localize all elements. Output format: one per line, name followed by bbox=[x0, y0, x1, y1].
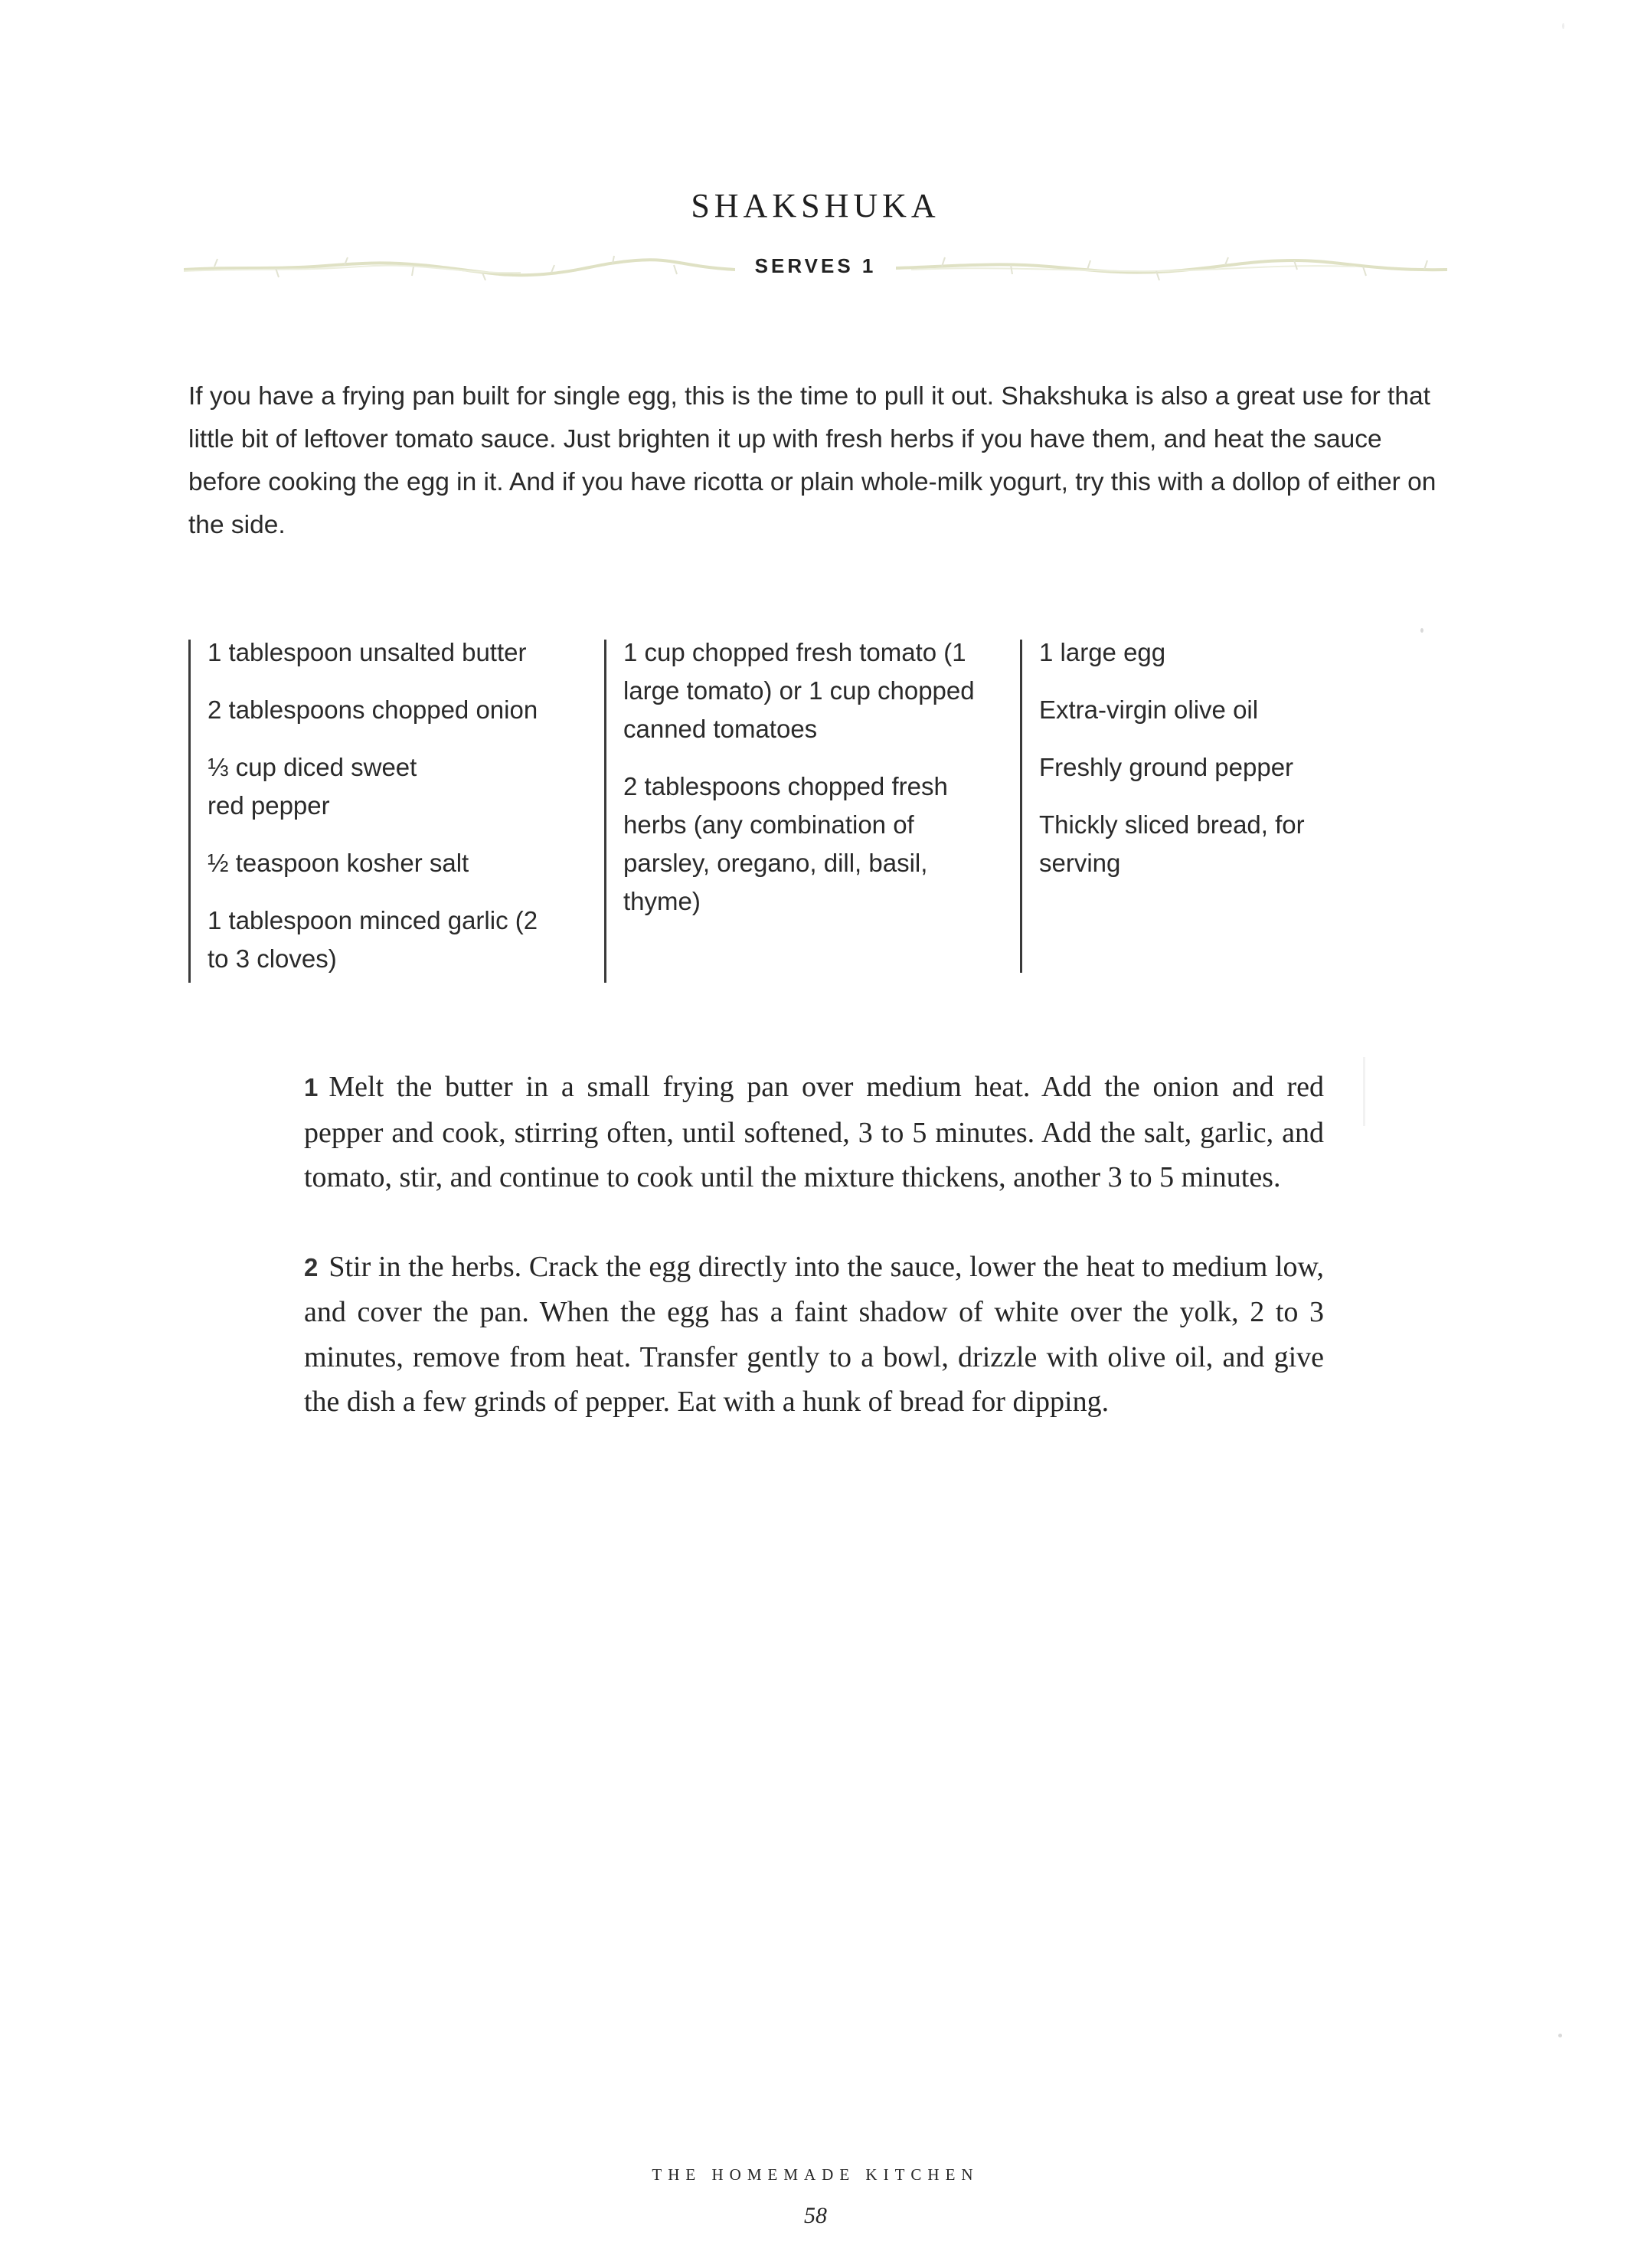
scan-speck bbox=[1363, 1057, 1365, 1126]
ingredient-item: 1 tablespoon minced garlic (2 to 3 cloves) bbox=[208, 906, 538, 973]
vine-ornament-right-icon bbox=[896, 244, 1447, 290]
step-number: 2 bbox=[304, 1252, 319, 1281]
ingredient-list bbox=[208, 633, 590, 978]
scan-speck bbox=[1420, 628, 1423, 633]
ingredient-item: 2 tablespoons chopped onion bbox=[208, 695, 538, 724]
ingredient-item: ½ teaspoon kosher salt bbox=[208, 849, 469, 877]
method-step bbox=[304, 1065, 1324, 1200]
ingredient-column-1 bbox=[188, 640, 590, 983]
ingredient-list bbox=[1039, 633, 1418, 882]
ingredient-item: 2 tablespoons chopped fresh herbs (any combination of parsley, oregano, dill, basil, thyme) bbox=[623, 772, 948, 915]
ingredient-item: 1 cup chopped fresh tomato (1 large tomato) or 1 cup chopped canned tomatoes bbox=[623, 638, 975, 743]
running-footer: THE HOMEMADE KITCHEN bbox=[652, 2165, 979, 2184]
ingredient-item: Freshly ground pepper bbox=[1039, 753, 1294, 781]
ingredients-section bbox=[188, 640, 1444, 984]
serves-label: SERVES 1 bbox=[754, 254, 877, 277]
recipe-title: SHAKSHUKA bbox=[691, 187, 940, 224]
step-number: 1 bbox=[304, 1073, 319, 1101]
ingredient-item: ⅓ cup diced sweet red pepper bbox=[208, 753, 417, 820]
method-step bbox=[304, 1245, 1324, 1425]
ingredient-column-3 bbox=[1020, 640, 1418, 973]
ingredient-column-2 bbox=[604, 640, 1006, 983]
scan-speck bbox=[1562, 23, 1564, 29]
ingredient-item: Thickly sliced bread, for serving bbox=[1039, 810, 1305, 877]
page-number: 58 bbox=[804, 2203, 827, 2228]
ingredient-item: 1 large egg bbox=[1039, 638, 1166, 666]
ingredient-item: Extra-virgin olive oil bbox=[1039, 695, 1259, 724]
method-section bbox=[304, 1065, 1324, 1469]
scan-speck bbox=[1558, 2034, 1562, 2037]
step-text: Melt the butter in a small frying pan over medium heat. Add the onion and red pepper and cook, stirring often, until softened, 3 to 5 minutes. Add the salt, garlic, and tomato, stir, and continue to cook until the mixture thickens, another 3 to 5 minutes. bbox=[304, 1071, 1324, 1193]
serves-divider bbox=[184, 244, 1447, 290]
step-text: Stir in the herbs. Crack the egg directly into the sauce, lower the heat to medium low, and cover the pan. When the egg has a faint shadow of white over the yolk, 2 to 3 minutes, remove from heat. Transfer gently to a bowl, drizzle with olive oil, and give the dish a few grinds of pepper. Eat with a hunk of bread for dipping. bbox=[304, 1250, 1324, 1418]
recipe-intro: If you have a frying pan built for single egg, this is the time to pull it out. Shakshuka is also a great use for that little bit of leftover tomato sauce. Just brighten it up with fresh herbs if you have them, and heat the sauce before cooking the egg in it. And if you have ricotta or plain whole-milk yogurt, try this with a dollop of either on the side. bbox=[188, 382, 1437, 539]
ingredient-list bbox=[623, 633, 1006, 921]
ingredient-item: 1 tablespoon unsalted butter bbox=[208, 638, 527, 666]
